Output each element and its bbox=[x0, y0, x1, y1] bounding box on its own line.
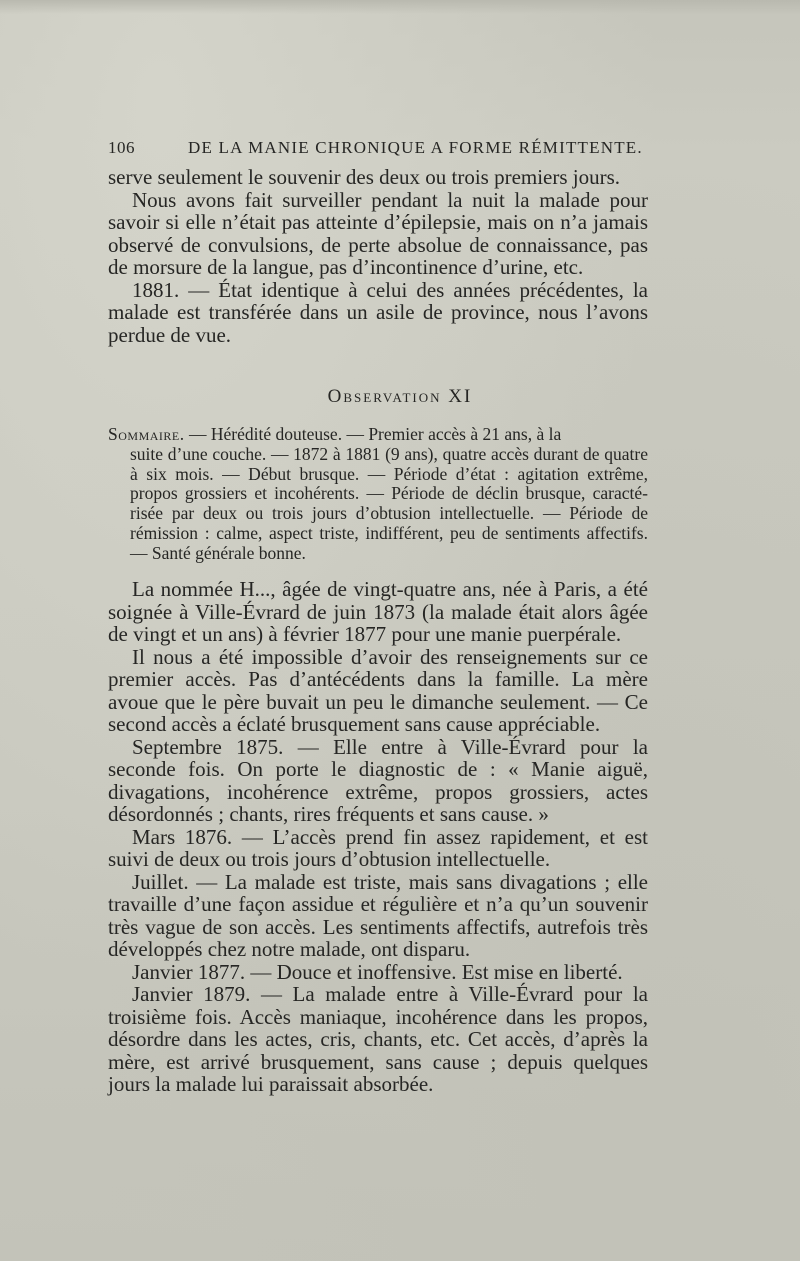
page-top-edge bbox=[0, 0, 800, 14]
observation-heading: Observation XI bbox=[327, 386, 473, 407]
summary-block bbox=[108, 425, 648, 564]
paragraph: Nous avons fait surveiller pendant la nuit la malade pour savoir si elle n’était pas atteinte d’épilepsie, mais on n’a jamais observé de convulsions, de perte absolue de connaissance, pas de morsure de la langue, pas d’incontinence d’urine, etc. bbox=[108, 187, 648, 279]
running-head bbox=[108, 138, 668, 162]
running-title: DE LA MANIE CHRONIQUE A FORME RÉMITTENTE. bbox=[188, 138, 643, 157]
text-block-top bbox=[108, 166, 648, 346]
page-number: 106 bbox=[108, 138, 135, 157]
summary-label: Sommaire. bbox=[108, 424, 185, 444]
summary-first-line: — Hérédité douteuse. — Premier accès à 21 ans, à la bbox=[184, 424, 562, 444]
paragraph: serve seulement le souvenir des deux ou trois premiers jours. bbox=[108, 165, 621, 189]
paragraph: Mars 1876. — L’accès prend fin assez rapidement, et est suivi de deux ou trois jours d’obtusion intellectuelle. bbox=[108, 824, 648, 871]
text-block-main bbox=[108, 578, 648, 1096]
paragraph: 1881. — État identique à celui des années précédentes, la malade est transférée dans un asile de province, nous l’avons perdue de vue. bbox=[108, 277, 648, 347]
paragraph: Septembre 1875. — Elle entre à Ville-Évrard pour la seconde fois. On porte le diagnostic de : « Manie aiguë, divagations, incohérence extrême, propos grossiers, actes désordonnés ; chants, rires fréquents et sans cause. » bbox=[108, 734, 648, 826]
paragraph: Il nous a été impossible d’avoir des renseignements sur ce premier accès. Pas d’antécédents dans la famille. La mère avoue que le père buvait un peu le dimanche seulement. — Ce second accès a éclaté brusquement sans cause appréciable. bbox=[108, 644, 648, 736]
paragraph: Janvier 1879. — La malade entre à Ville-Évrard pour la troisième fois. Accès maniaque, incohérence dans les propos, désordre dans les actes, cris, chants, etc. Cet accès, d’après la mère, est arrivé brusquement, sans cause ; depuis quelques jours la malade lui paraissait absorbée. bbox=[108, 982, 648, 1096]
summary-paragraph bbox=[108, 425, 648, 564]
paragraph: Juillet. — La malade est triste, mais sans divagations ; elle travaille d’une façon assidue et régulière et n’a qu’un souvenir très vague de son accès. Les sentiments affectifs, autrefois très développés chez notre malade, ont disparu. bbox=[108, 869, 648, 961]
paragraph: Janvier 1877. — Douce et inoffensive. Est mise en liberté. bbox=[132, 959, 623, 984]
summary-rest: suite d’une couche. — 1872 à 1881 (9 ans), quatre accès durant de quatre à six mois. — Début brusque. — Période d’état : agitation extrême, propos grossiers et incohérents. — Période de déclin brusque, caractérisée par deux ou trois jours d’obtusion intellectuelle. — Période de rémission : calme, aspect triste, indifférent, peu de sentiments affectifs. — Santé générale bonne. bbox=[130, 443, 648, 563]
paragraph: La nommée H..., âgée de vingt-quatre ans, née à Paris, a été soignée à Ville-Évrard de juin 1873 (la malade était alors âgée de vingt et un ans) à février 1877 pour une manie puerpérale. bbox=[108, 577, 648, 646]
